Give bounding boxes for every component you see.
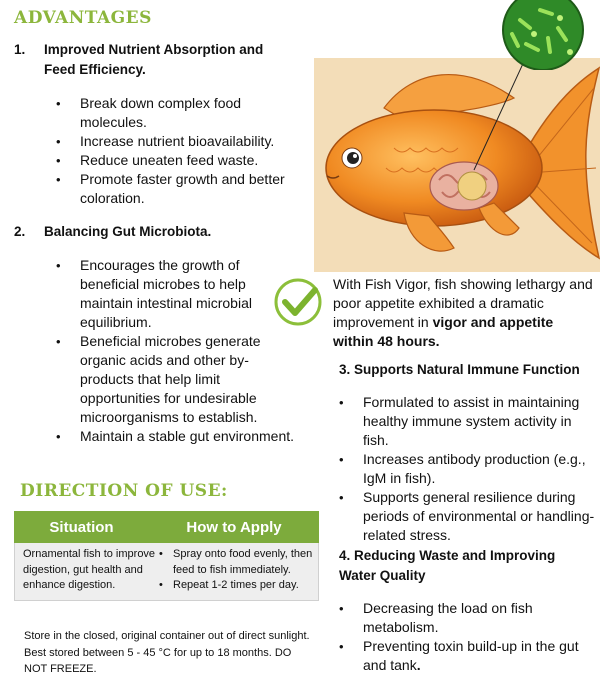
section-1-list [56,94,296,208]
list-item: • Decreasing the load on fish metabolism. [339,599,599,637]
list-item: • Supports general resilience during periods of environmental or handling-related stress. [339,488,599,545]
list-item: • Break down complex food molecules. [56,94,296,132]
microbe-zoom [500,0,586,70]
list-item: • Increase nutrient bioavailability. [56,132,296,151]
list-item: • Encourages the growth of beneficial microbes to help maintain intestinal microbial equilibrium. [56,256,296,332]
storage-note: Store in the closed, original container out of direct sunlight. Best stored between 5 - 45 °C for up to 18 months. DO NOT FREEZE. [24,630,310,675]
situation-cell: Ornamental fish to improve digestion, gut health and enhance digestion. [23,548,156,591]
section-1-title: 1. Improved Nutrient Absorption and Feed Efficiency. [14,42,264,77]
check-icon [272,276,324,328]
section-4-list [339,599,599,675]
col-situation: Situation [49,518,114,536]
table-header [14,511,319,543]
list-item: • Maintain a stable gut environment. [56,427,296,446]
list-item: • Increases antibody production (e.g., IgM in fish). [339,450,599,488]
fish-icon [314,58,600,272]
fish-illustration [314,58,600,272]
microbe-icon [500,0,586,70]
list-item: • Beneficial microbes generate organic acids and other by-products that help limit opportunities for undesirable microorganisms to establish. [56,332,296,427]
list-item: • Reduce uneaten feed waste. [56,151,296,170]
list-item: • Preventing toxin build-up in the gut and tank. [339,637,599,675]
col-how-to-apply: How to Apply [186,518,282,536]
direction-table [14,511,319,601]
apply-cell [158,547,318,594]
list-item: • Promote faster growth and better coloration. [56,170,296,208]
apply-step: • Spray onto food evenly, then feed to fish immediately. [158,547,318,578]
list-item: • Formulated to assist in maintaining healthy immune system activity in fish. [339,393,599,450]
table-row [14,543,319,601]
section-2-list [56,256,296,446]
callout-text: With Fish Vigor, fish showing lethargy and poor appetite exhibited a dramatic improvement in vigor and appetite within 48 hours. [333,276,593,349]
advantages-heading: ADVANTAGES [14,8,152,28]
section-3-list [339,393,599,545]
direction-heading: DIRECTION OF USE: [20,481,228,501]
section-4-title: 4. Reducing Waste and Improving Water Quality [339,548,556,583]
apply-step: • Repeat 1-2 times per day. [158,578,318,594]
section-3-title: 3. Supports Natural Immune Function [339,362,580,377]
section-2-title: 2. Balancing Gut Microbiota. [14,224,212,239]
